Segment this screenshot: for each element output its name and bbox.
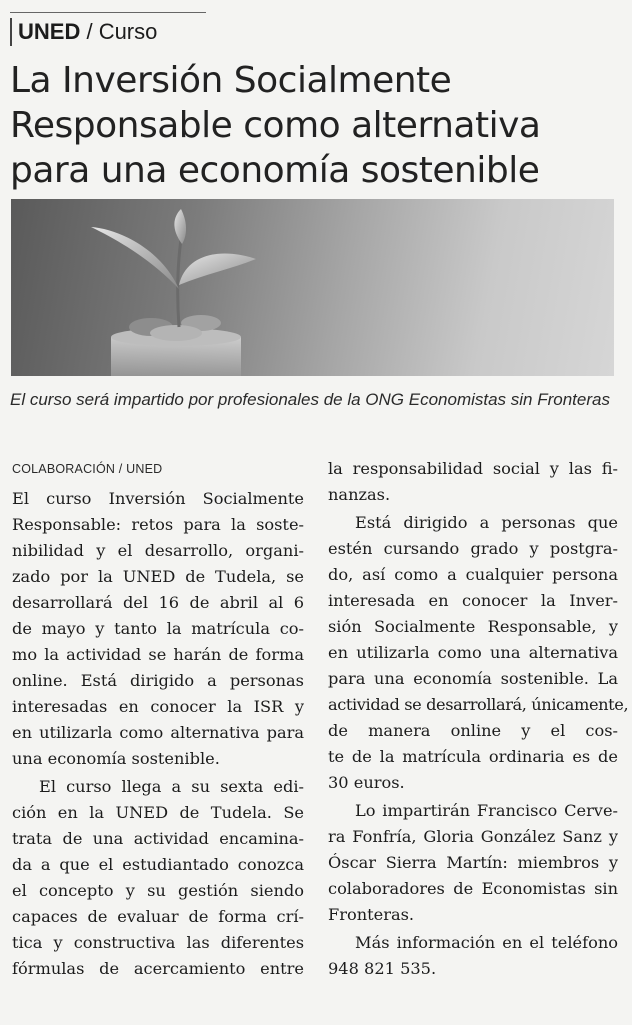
text-line: ción en la UNED de Tudela. Se [12, 803, 304, 822]
text-line: Fronteras. [328, 905, 415, 924]
text-line: Está dirigido a personas que [355, 513, 618, 532]
headline-line: para una economía sostenible [10, 150, 540, 191]
text-line: ra Fonfría, Gloria González Sanz y [328, 827, 618, 846]
text-line: nibilidad y el desarrollo, organi- [12, 541, 304, 560]
text-line: una economía sostenible. [12, 749, 220, 768]
text-line: en utilizarla como alternativa para [12, 723, 304, 742]
section-separator: / [80, 19, 99, 44]
section-bar [10, 18, 12, 46]
text-line: El curso llega a su sexta edi- [39, 777, 304, 796]
photo-caption: El curso será impartido por profesionales de la ONG Economistas sin Fronteras [10, 390, 610, 409]
section-label [18, 19, 157, 45]
paragraph [328, 510, 629, 796]
text-line: colaboradores de Economistas sin [328, 879, 618, 898]
text-line: interesadas en conocer la ISR y [12, 697, 304, 716]
text-line: Más información en el teléfono [355, 933, 618, 952]
text-line: da a que el estudiantado conozca [12, 855, 304, 874]
article-column-left [12, 486, 304, 982]
section-rule [10, 12, 206, 13]
text-line: de manera online y el cos- [328, 721, 618, 740]
text-line: Óscar Sierra Martín: miembros y [328, 853, 618, 872]
text-line: do, así como a cualquier persona [328, 565, 618, 584]
plant-sprout-in-coin-jar-icon [11, 199, 614, 376]
text-line: te de la matrícula ordinaria es de [328, 747, 618, 766]
text-line: 30 euros. [328, 773, 405, 792]
paragraph [12, 486, 304, 772]
headline [10, 58, 610, 193]
article-photo [11, 199, 614, 376]
headline-line: La Inversión Socialmente [10, 60, 452, 101]
text-line: el concepto y su gestión siendo [12, 881, 304, 900]
paragraph [12, 774, 304, 982]
paragraph [328, 798, 618, 928]
text-line: 948 821 535. [328, 959, 437, 978]
text-line: online. Está dirigido a personas [12, 671, 304, 690]
paragraph [328, 456, 618, 508]
text-line: El curso Inversión Socialmente [12, 489, 304, 508]
text-line: interesada en conocer la Inver- [328, 591, 618, 610]
text-line: nanzas. [328, 485, 391, 504]
text-line: desarrollará del 16 de abril al 6 [12, 593, 304, 612]
section-name: Curso [98, 19, 158, 44]
article-column-right [328, 456, 629, 982]
paragraph [328, 930, 618, 982]
brand-label: UNED [18, 19, 81, 44]
text-line: trata de una actividad encamina- [12, 829, 304, 848]
text-line: Lo impartirán Francisco Cerve- [355, 801, 618, 820]
text-line: tica y constructiva las diferentes [12, 933, 304, 952]
text-line: zado por la UNED de Tudela, se [12, 567, 304, 586]
text-line: mo la actividad se harán de forma [12, 645, 304, 664]
text-line: actividad se desarrollará, únicamente, [328, 695, 629, 714]
text-line: estén cursando grado y postgra- [328, 539, 618, 558]
text-line: en utilizarla como una alternativa [328, 643, 618, 662]
text-line: para una economía sostenible. La [328, 669, 618, 688]
text-line: Responsable: retos para la soste- [12, 515, 304, 534]
text-line: la responsabilidad social y las fi- [328, 459, 618, 478]
headline-line: Responsable como alternativa [10, 105, 541, 146]
text-line: de mayo y tanto la matrícula co- [12, 619, 304, 638]
text-line: capaces de evaluar de forma crí- [12, 907, 304, 926]
byline-kicker: COLABORACIÓN / UNED [12, 462, 163, 476]
text-line: sión Socialmente Responsable, y [328, 617, 618, 636]
text-line: fórmulas de acercamiento entre [12, 959, 304, 978]
